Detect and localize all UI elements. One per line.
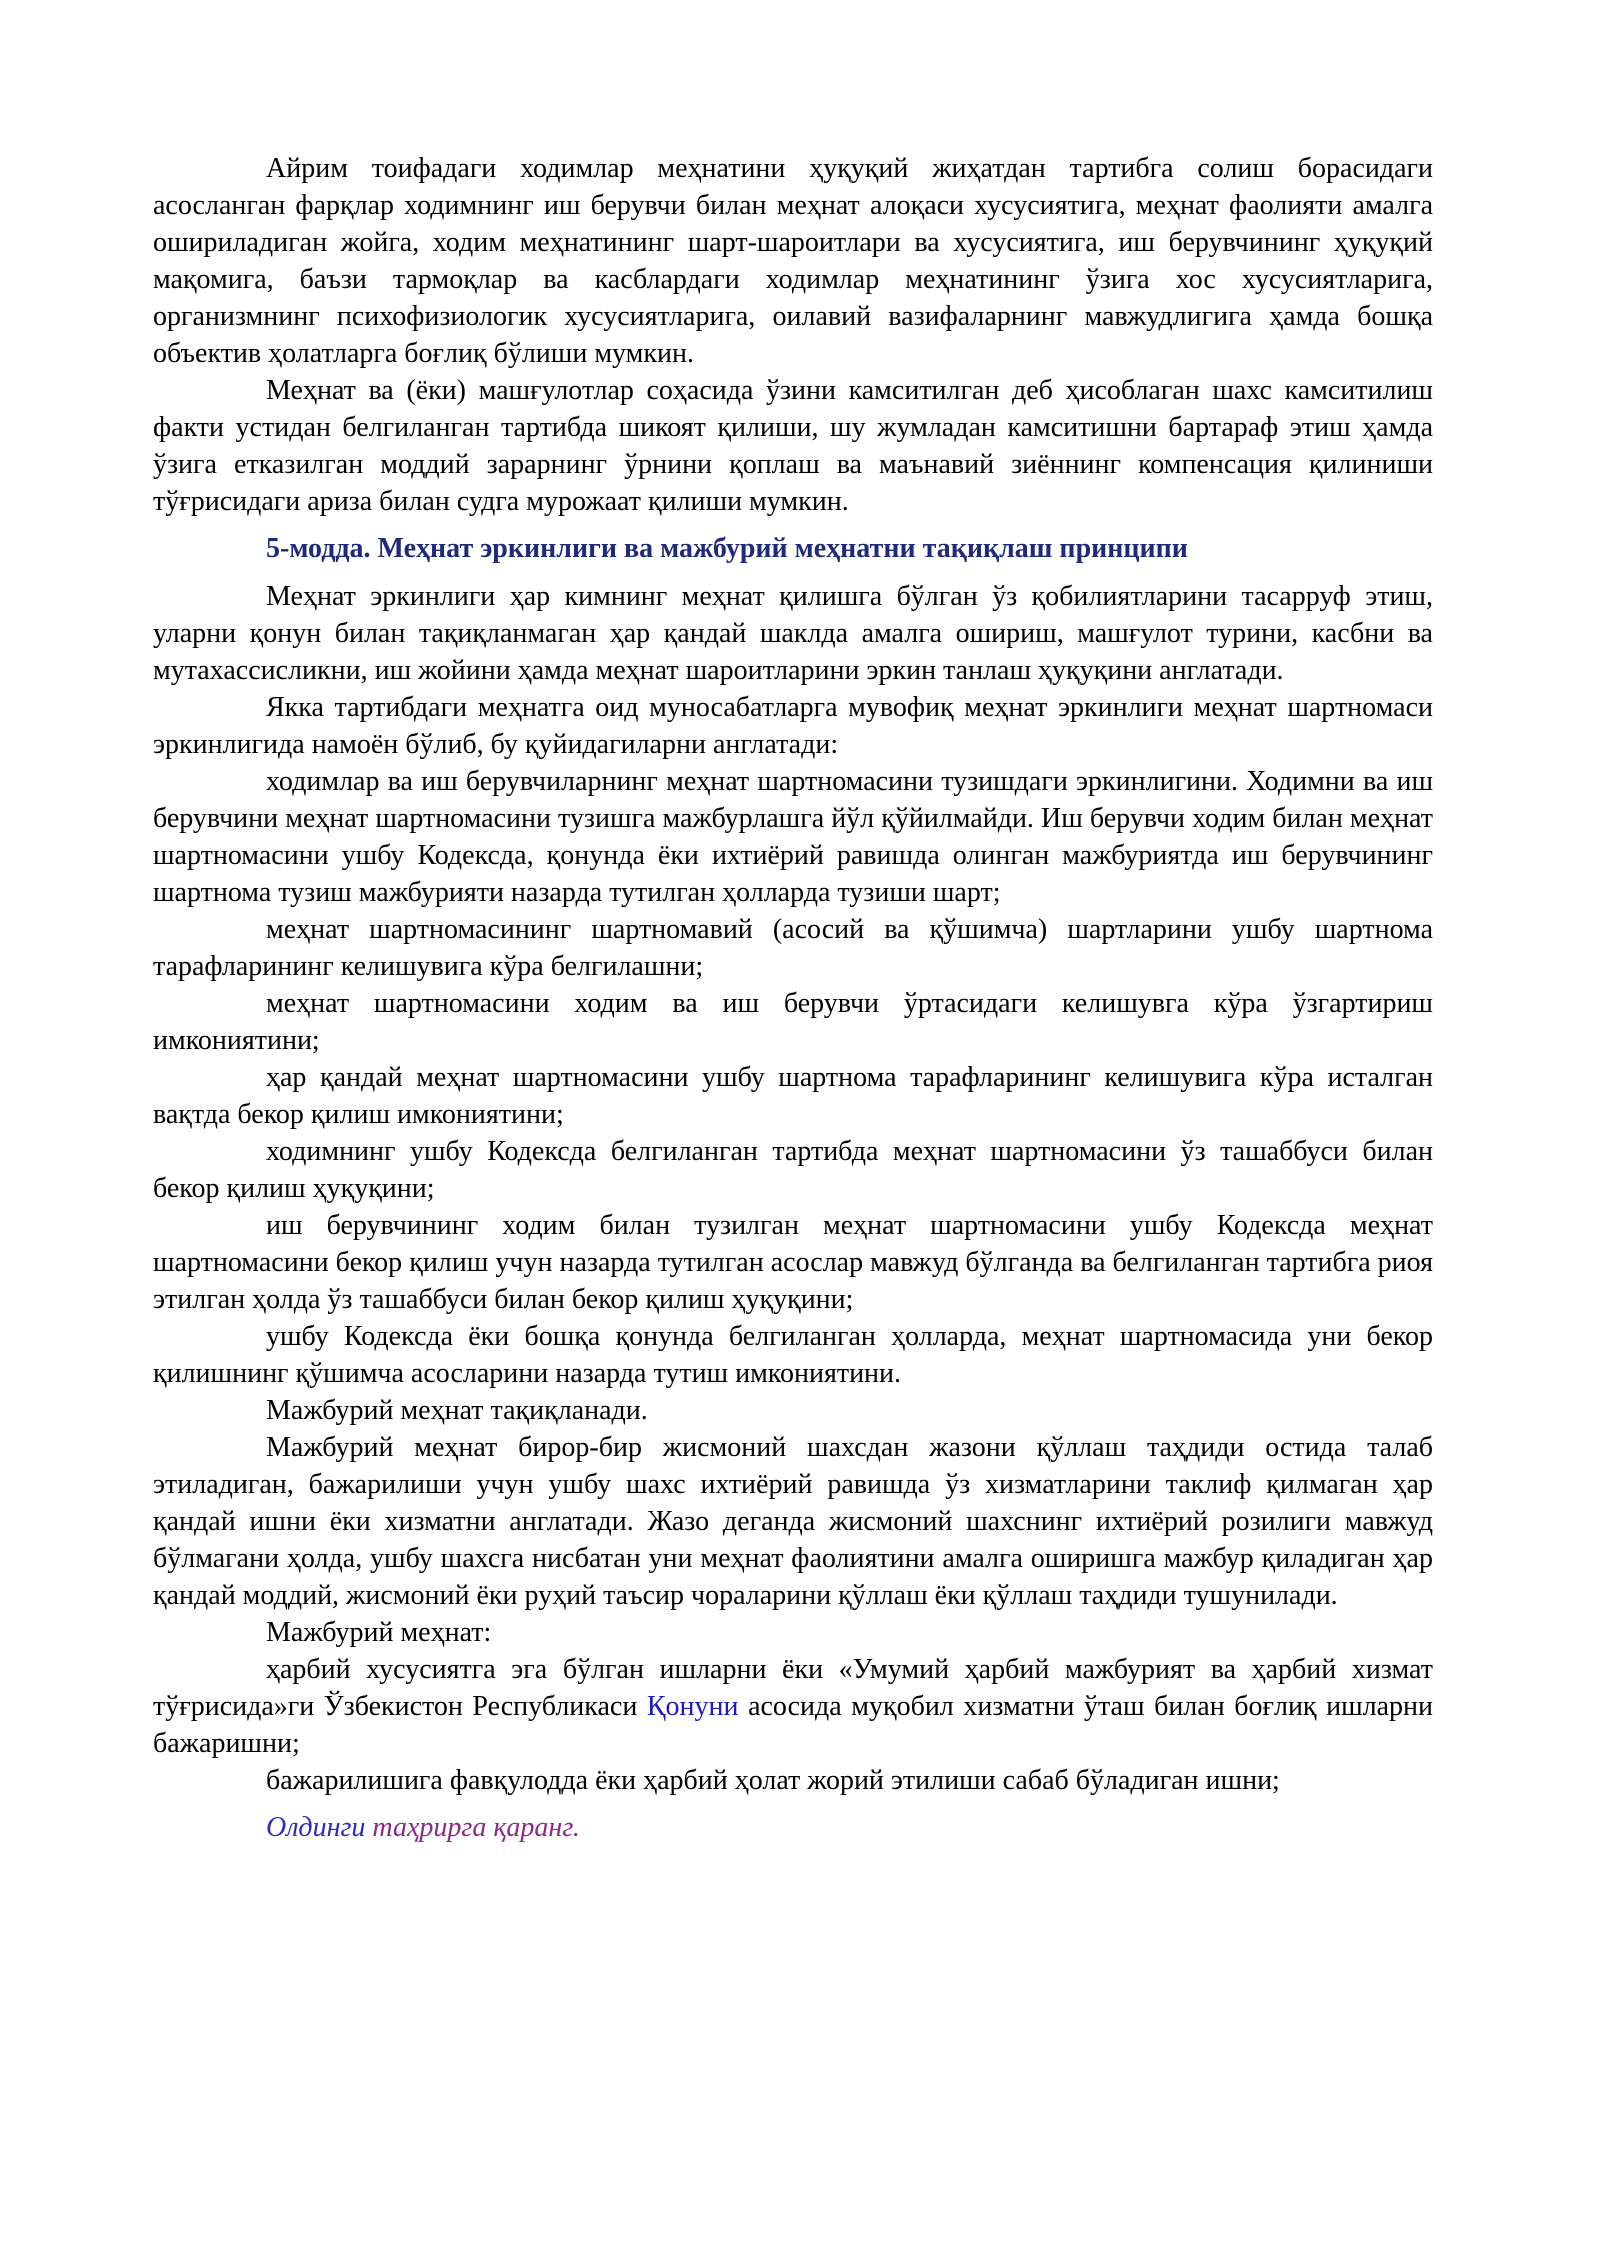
paragraph-9: ходимнинг ушбу Кодексда белгиланган тартибда меҳнат шартномасини ўз ташаббуси билан бекор қилиш ҳуқуқини;	[153, 1136, 1433, 1204]
paragraph-16: бажарилишига фавқулодда ёки ҳарбий ҳолат жорий этилиши сабаб бўладиган ишни;	[266, 1765, 1280, 1796]
paragraph-15-text-end: асосида муқобил хизматни ўташ билан боғлиқ ишларни бажаришни;	[153, 1691, 1434, 1759]
paragraph-1: Айрим тоифадаги ходимлар меҳнатини ҳуқуқий жиҳатдан тартибга солиш борасидаги асосланган фарқлар ходимнинг иш берувчи билан меҳнат алоқаси хусусиятига, меҳнат фаолияти амалга ошириладиган жойга, ходим меҳнатининг шарт-шароитлари ва хусусиятига, иш берувчининг ҳуқуқий мақомига, баъзи тармоқлар ва касблардаги ходимлар меҳнатининг ўзига хос хусусиятларига, организмнинг психофизиологик хусусиятларига, оилавий вазифаларнинг мавжудлигига ҳамда бошқа объектив ҳолатларга боғлиқ бўлиши мумкин.	[153, 153, 1433, 369]
paragraph-8: ҳар қандай меҳнат шартномасини ушбу шартнома тарафларининг келишувига кўра исталган вақтда бекор қилиш имкониятини;	[153, 1062, 1433, 1130]
paragraph-2: Меҳнат ва (ёки) машғулотлар соҳасида ўзини камситилган деб ҳисоблаган шахс камситилиш факти устидан белгиланган тартибда шикоят қилиши, шу жумладан камситишни бартараф этиш ҳамда ўзига етказилган моддий зарарнинг ўрнини қоплаш ва маънавий зиённинг компенсация қилиниши тўғрисидаги ариза билан судга мурожаат қилиши мумкин.	[153, 375, 1433, 517]
previous-edition-note[interactable]	[153, 1809, 1433, 1846]
paragraph-4: Якка тартибдаги меҳнатга оид муносабатларга мувофиқ меҳнат эркинлиги меҳнат шартномаси эркинлигида намоён бўлиб, бу қуйидагиларни англатади:	[153, 692, 1433, 760]
paragraph-10: иш берувчининг ходим билан тузилган меҳнат шартномасини ушбу Кодексда меҳнат шартномасини бекор қилиш учун назарда тутилган асослар мавжуд бўлганда ва белгиланган тартибга риоя этилган ҳолда ўз ташаббуси билан бекор қилиш ҳуқуқини;	[153, 1210, 1433, 1315]
previous-edition-link-part2[interactable]: таҳрирга қаранг.	[372, 1812, 580, 1843]
previous-edition-link-part1[interactable]: Олдинги	[266, 1812, 373, 1843]
paragraph-15	[153, 1651, 1433, 1762]
paragraph-14: Мажбурий меҳнат:	[266, 1617, 492, 1648]
paragraph-12: Мажбурий меҳнат тақиқланади.	[266, 1395, 648, 1426]
paragraph-13: Мажбурий меҳнат бирор-бир жисмоний шахсдан жазони қўллаш таҳдиди остида талаб этиладиган, бажарилиши учун ушбу шахс ихтиёрий равишда ўз хизматларини таклиф қилмаган ҳар қандай ишни ёки хизматни англатади. Жазо деганда жисмоний шахснинг ихтиёрий розилиги мавжуд бўлмагани ҳолда, ушбу шахсга нисбатан уни меҳнат фаолиятини амалга оширишга мажбур қиладиган ҳар қандай моддий, жисмоний ёки руҳий таъсир чораларини қўллаш ёки қўллаш таҳдиди тушунилади.	[153, 1432, 1433, 1611]
law-link[interactable]: Қонуни	[646, 1691, 739, 1722]
paragraph-6: меҳнат шартномасининг шартномавий (асосий ва қўшимча) шартларини ушбу шартнома тарафларининг келишувига кўра белгилашни;	[153, 914, 1433, 982]
paragraph-3: Меҳнат эркинлиги ҳар кимнинг меҳнат қилишга бўлган ўз қобилиятларини тасарруф этиш, уларни қонун билан тақиқланмаган ҳар қандай шаклда амалга ошириш, машғулот турини, касбни ва мутахассисликни, иш жойини ҳамда меҳнат шароитларини эркин танлаш ҳуқуқини англатади.	[153, 581, 1433, 686]
article-heading: 5-модда. Меҳнат эркинлиги ва мажбурий меҳнатни тақиқлаш принципи	[266, 533, 1188, 564]
paragraph-11: ушбу Кодексда ёки бошқа қонунда белгиланган ҳолларда, меҳнат шартномасида уни бекор қилишнинг қўшимча асосларини назарда тутиш имкониятини.	[153, 1321, 1433, 1389]
paragraph-7: меҳнат шартномасини ходим ва иш берувчи ўртасидаги келишувга кўра ўзгартириш имкониятини;	[153, 988, 1433, 1056]
document-page	[153, 150, 1433, 1846]
paragraph-5: ходимлар ва иш берувчиларнинг меҳнат шартномасини тузишдаги эркинлигини. Ходимни ва иш берувчини меҳнат шартномасини тузишга мажбурлашга йўл қўйилмайди. Иш берувчи ходим билан меҳнат шартномасини ушбу Кодексда, қонунда ёки ихтиёрий равишда олинган мажбуриятда иш берувчининг шартнома тузиш мажбурияти назарда тутилган ҳолларда тузиши шарт;	[153, 766, 1433, 908]
paragraph-15-text-start: ҳарбий хусусиятга эга бўлган ишларни ёки «Умумий ҳарбий мажбурият ва ҳарбий хизмат тўғрисида»ги Ўзбекистон Республикаси	[153, 1654, 1433, 1722]
